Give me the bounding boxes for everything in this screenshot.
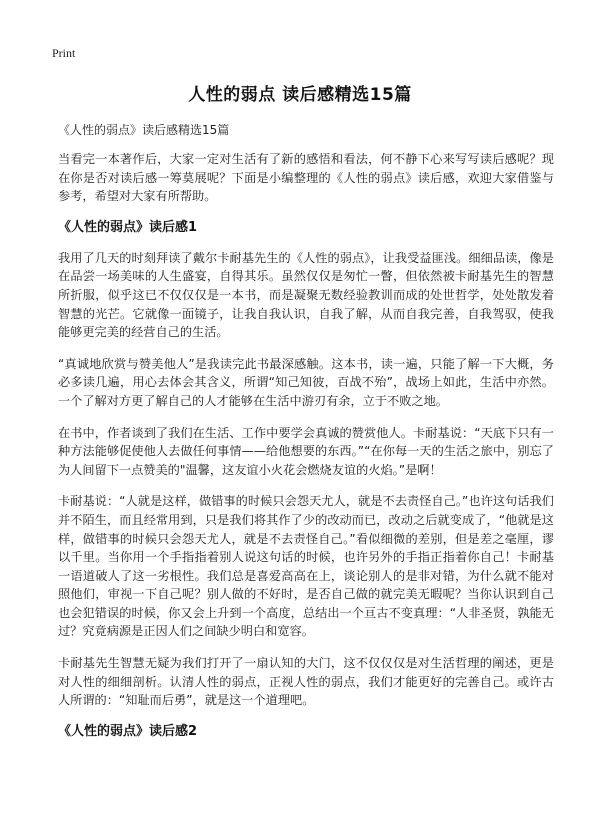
body-paragraph: 卡耐基先生智慧无疑为我们打开了一扇认知的大门，这不仅仅仅是对生活哲理的阐述，更是对人性的细细剖析。认清人性的弱点，正视人性的弱点，我们才能更好的完善自己。或许古人所谓的：“知耻而后勇”，就是这一个道理吧。 <box>58 656 554 708</box>
body-paragraph: 我用了几天的时刻拜读了戴尔卡耐基先生的《人性的弱点》，让我受益匪浅。细细品读，像是在品尝一场美味的人生盛宴，自得其乐。虽然仅仅是匆忙一瞥，但依然被卡耐基先生的智慧所折服，似乎这已不仅仅仅是一本书，而是凝聚无数经验教训而成的处世哲学，处处散发着智慧的光芒。它就像一面镜子，让我自我认识，自我了解，从而自我完善，自我驾驭，使我能够更完美的经营自己的生活。 <box>58 250 554 340</box>
body-paragraph: “真诚地欣赏与赞美他人”是我读完此书最深感触。这本书，读一遍，只能了解一下大概，务必多读几遍，用心去体会其含义，所谓“知己知彼，百战不殆”，战场上如此，生活中亦然。一个了解对方更了解自己的人才能够在生活中游刃有余，立于不败之地。 <box>58 356 554 408</box>
document-subtitle: 《人性的弱点》读后感精选15篇 <box>58 123 230 137</box>
page-title: 人性的弱点 读后感精选15篇 <box>188 85 412 105</box>
body-paragraph: 卡耐基说：“人就是这样，做错事的时候只会怨天尤人，就是不去责怪自己。”也许这句话我们并不陌生，而且经常用到，只是我们将其作了少的改动而已，改动之后就变成了，“他就是这样，做错事的时候只会怨天尤人，就是不去责怪自己。”看似细微的差别，但是差之毫厘，谬以千里。当你用一个手指指着别人说这句话的时候，也许另外的手指正指着你自己！卡耐基一语道破人了这一劣根性。我们总是喜爱高高在上，谈论别人的是非对错，为什么就不能对照他们，审视一下自己呢？别人做的不好时，是否自己做的就完美无暇呢？当你认识到自己也会犯错误的时候，你又会上升到一个高度，总结出一个亘古不变真理：“人非圣贤，孰能无过？究竟病源是正因人们之间缺少明白和宽容。 <box>58 494 554 639</box>
body-paragraph: 在书中，作者谈到了我们在生活、工作中要学会真诚的赞赏他人。卡耐基说：“天底下只有一种方法能够促使他人去做任何事情——给他想要的东西。”“在你每一天的生活之旅中，别忘了为人间留下一点赞美的"温馨，这友谊小火花会燃烧友谊的火焰。”是啊！ <box>58 425 554 477</box>
section-heading-1: 《人性的弱点》读后感1 <box>58 219 198 235</box>
print-link[interactable]: Print <box>52 46 76 60</box>
intro-paragraph: 当看完一本著作后，大家一定对生活有了新的感悟和看法，何不静下心来写写读后感呢？现在你是否对读后感一筹莫展呢？下面是小编整理的《人性的弱点》读后感，欢迎大家借鉴与参考，希望对大家有所帮助。 <box>58 152 554 204</box>
document-body <box>58 122 554 753</box>
section-heading-2: 《人性的弱点》读后感2 <box>58 723 198 739</box>
